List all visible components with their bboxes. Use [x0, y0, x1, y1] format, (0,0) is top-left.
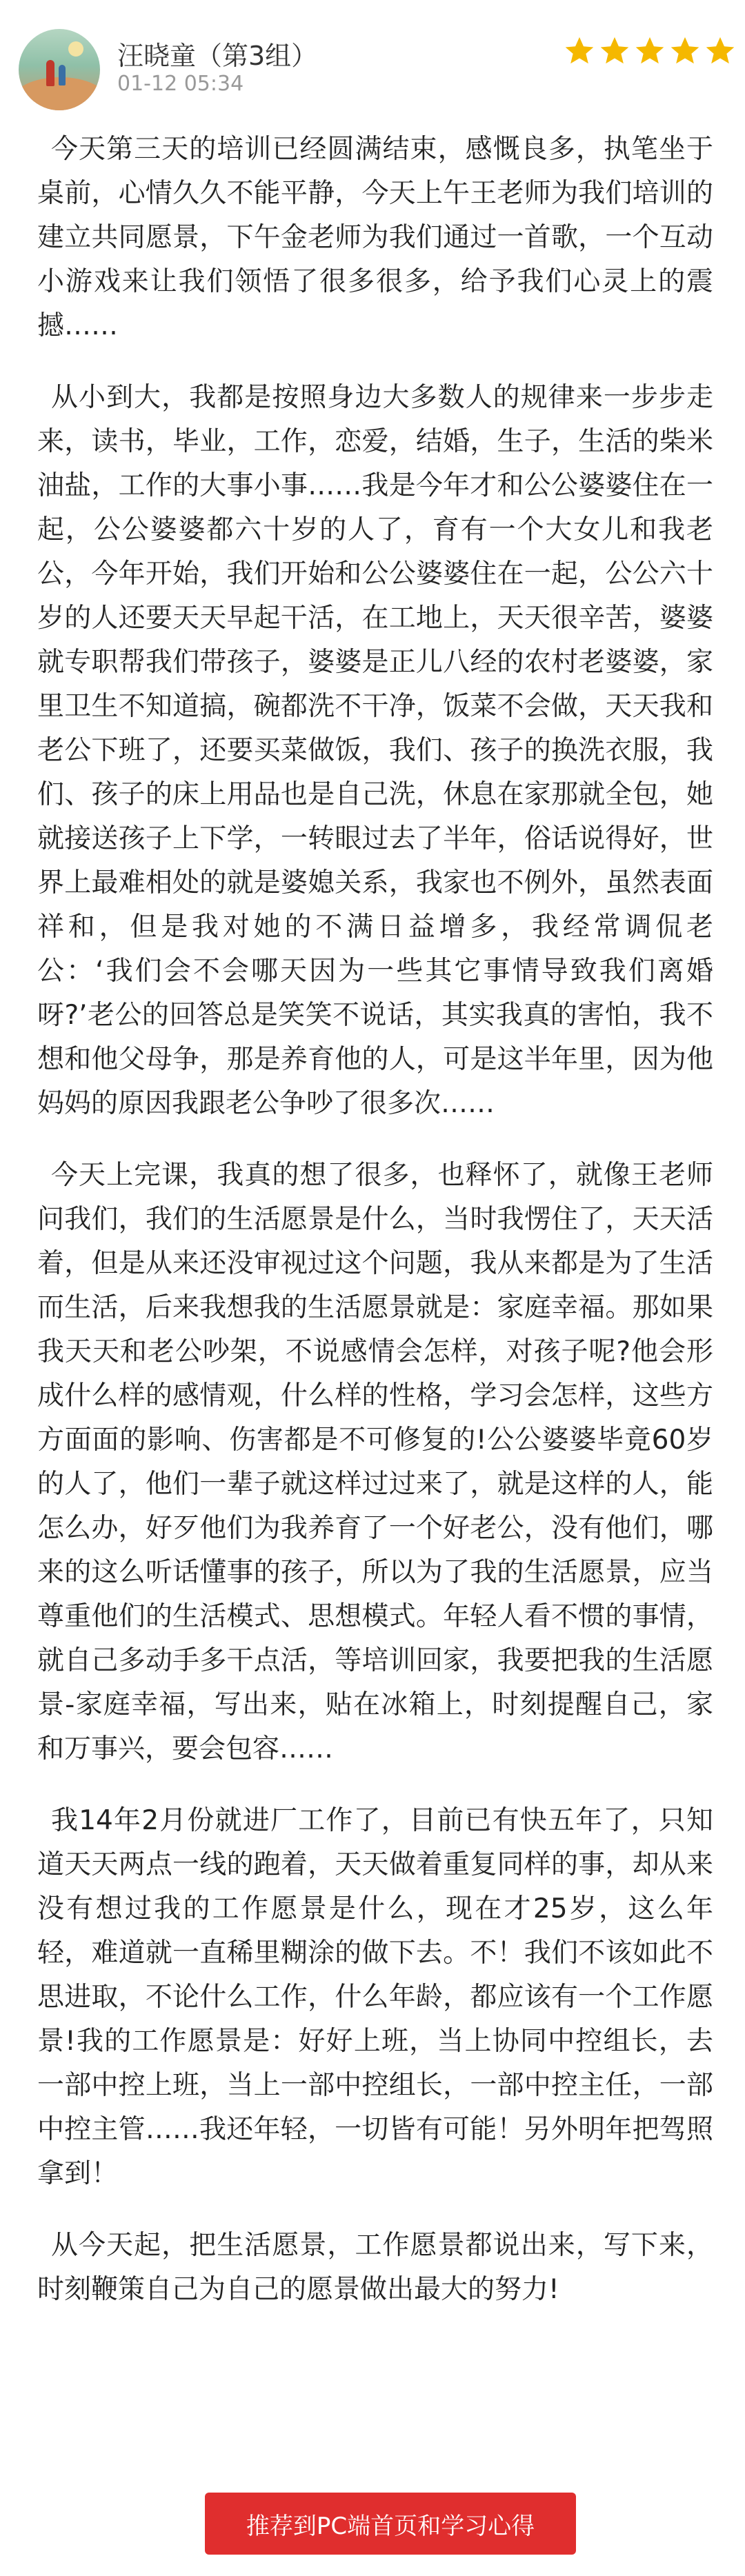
recommend-button[interactable]: 推荐到PC端首页和学习心得: [205, 2493, 576, 2555]
avatar-sun: [68, 41, 83, 57]
star-icon: [564, 36, 597, 66]
post-paragraph: 从今天起，把生活愿景，工作愿景都说出来，写下来，时刻鞭策自己为自己的愿景做出最大的努力!: [37, 2230, 713, 2305]
post-paragraph: 从小到大，我都是按照身边大多数人的规律来一步步走来，读书，毕业，工作，恋爱，结婚，生子，生活的柴米油盐，工作的大事小事……我是今年才和公公婆婆住在一起，公公婆婆都六十岁的人了，育有一个大女儿和我老公，今年开始，我们开始和公公婆婆住在一起，公公六十岁的人还要天天早起干活，在工地上，天天很辛苦，婆婆就专职帮我们带孩子，婆婆是正儿八经的农村老婆婆，家里卫生不知道搞，碗都洗不干净，饭菜不会做，天天我和老公下班了，还要买菜做饭，我们、孩子的换洗衣服，我们、孩子的床上用品也是自己洗，休息在家那就全包，她就接送孩子上下学，一转眼过去了半年，俗话说得好，世界上最难相处的就是婆媳关系，我家也不例外，虽然表面祥和，但是我对她的不满日益增多，我经常调侃老公：‘我们会不会哪天因为一些其它事情导致我们离婚呀?’老公的回答总是笑笑不说话，其实我真的害怕，我不想和他父母争，那是养育他的人，可是这半年里，因为他妈妈的原因我跟老公争吵了很多次……: [37, 382, 713, 1119]
rating-stars: [564, 36, 739, 66]
author-name[interactable]: 汪晓童（第3组）: [117, 41, 318, 71]
star-icon: [599, 36, 632, 66]
post-paragraph: 我14年2月份就进厂工作了，目前已有快五年了，只知道天天两点一线的跑着，天天做着重复同样的事，却从来没有想过我的工作愿景是什么，现在才25岁，这么年轻，难道就一直稀里糊涂的做下去。不！我们不该如此不思进取，不论什么工作，什么年龄，都应该有一个工作愿景!我的工作愿景是：好好上班，当上协同中控组长，去一部中控上班，当上一部中控组长，一部中控主任，一部中控主管……我还年轻，一切皆有可能！另外明年把驾照拿到！: [37, 1805, 713, 2189]
post-header: [0, 0, 745, 117]
post-paragraph: 今天第三天的培训已经圆满结束，感慨良多，执笔坐于桌前，心情久久不能平静，今天上午王老师为我们培训的建立共同愿景，下午金老师为我们通过一首歌，一个互动小游戏来让我们领悟了很多很多，给予我们心灵上的震撼……: [37, 134, 713, 341]
avatar-figure: [46, 60, 54, 86]
post-paragraph: 今天上完课，我真的想了很多，也释怀了，就像王老师问我们，我们的生活愿景是什么，当时我愣住了，天天活着，但是从来还没审视过这个问题，我从来都是为了生活而生活，后来我想我的生活愿景就是：家庭幸福。那如果我天天和老公吵架，不说感情会怎样，对孩子呢?他会形成什么样的感情观，什么样的性格，学习会怎样，这些方方面面的影响、伤害都是不可修复的!公公婆婆毕竟60岁的人了，他们一辈子就这样过过来了，就是这样的人，能怎么办，好歹他们为我养育了一个好老公，没有他们，哪来的这么听话懂事的孩子，所以为了我的生活愿景，应当尊重他们的生活模式、思想模式。年轻人看不惯的事情，就自己多动手多干点活，等培训回家，我要把我的生活愿景-家庭幸福，写出来，贴在冰箱上，时刻提醒自己，家和万事兴，要会包容……: [37, 1160, 713, 1764]
avatar-figure: [59, 65, 66, 85]
avatar[interactable]: [19, 29, 100, 110]
star-icon: [669, 36, 702, 66]
post-timestamp: 01-12 05:34: [117, 72, 244, 96]
post-body: [37, 128, 713, 2339]
star-icon: [704, 36, 737, 66]
star-icon: [634, 36, 667, 66]
